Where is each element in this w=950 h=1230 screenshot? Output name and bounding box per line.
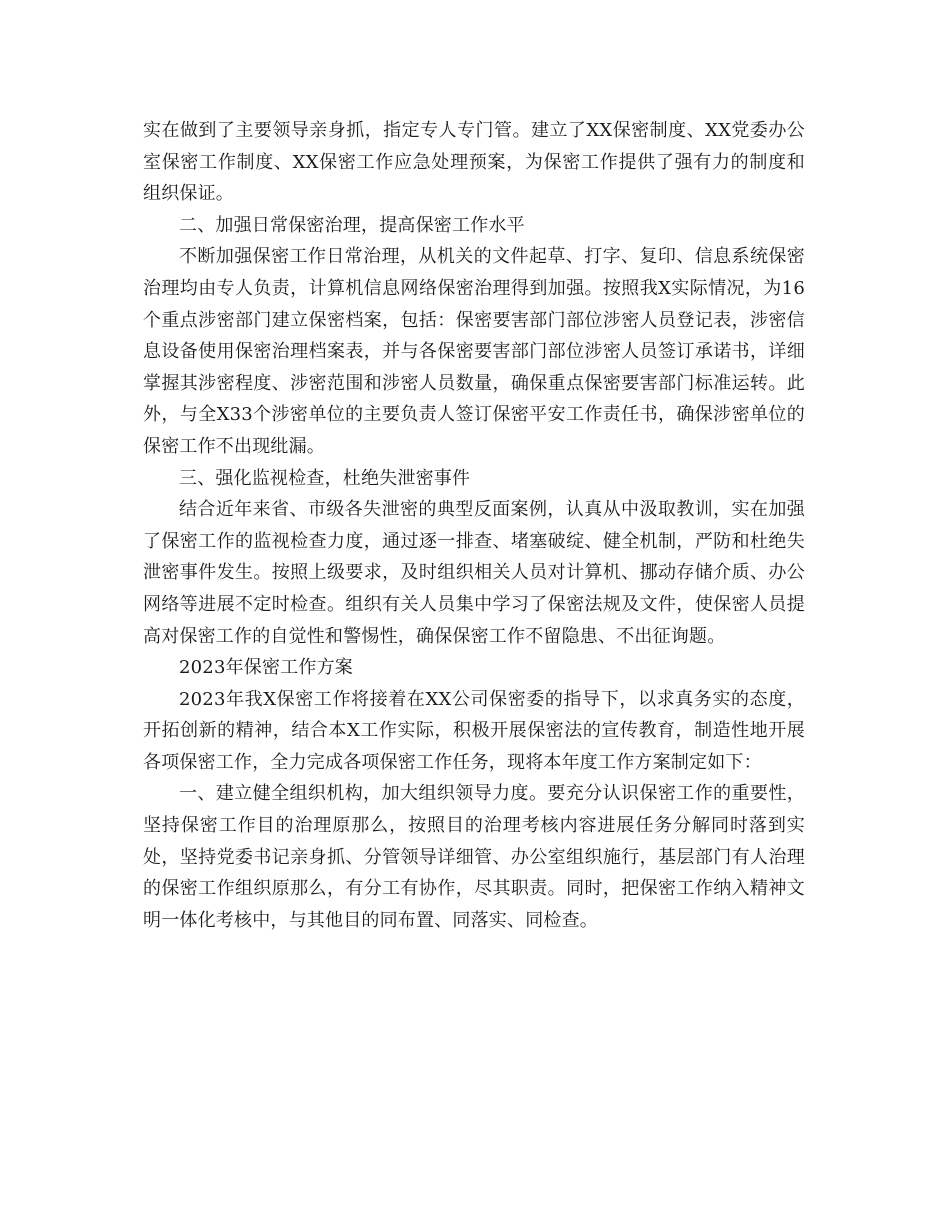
paragraph-daily-management: 不断加强保密工作日常治理，从机关的文件起草、打字、复印、信息系统保密治理均由专人负责，计算机信息网络保密治理得到加强。按照我X实际情况，为16个重点涉密部门建立保密档案，包括：保密要害部门部位涉密人员登记表，涉密信息设备使用保密治理档案表，并与各保密要害部门部位涉密人员签订承诺书，详细掌握其涉密程度、涉密范围和涉密人员数量，确保重点保密要害部门标准运转。此外，与全X33个涉密单位的主要负责人签订保密平安工作责任书，确保涉密单位的保密工作不出现纰漏。 bbox=[143, 246, 805, 457]
paragraph-plan-intro: 2023年我X保密工作将接着在XX公司保密委的指导下，以求真务实的态度，开拓创新的精神，结合本X工作实际，积极开展保密法的宣传教育，制造性地开展各项保密工作，全力完成各项保密工作任务，现将本年度工作方案制定如下： bbox=[143, 688, 805, 773]
section-heading-two: 二、加强日常保密治理，提高保密工作水平 bbox=[179, 214, 525, 236]
paragraph-intro-continuation: 实在做到了主要领导亲身抓，指定专人专门管。建立了XX保密制度、XX党委办公室保密工作制度、XX保密工作应急处理预案，为保密工作提供了强有力的制度和组织保证。 bbox=[143, 120, 805, 205]
document-page bbox=[143, 115, 805, 936]
plan-title: 2023年保密工作方案 bbox=[179, 657, 354, 679]
paragraph-supervision-inspection: 结合近年来省、市级各失泄密的典型反面案例，认真从中汲取教训，实在加强了保密工作的监视检查力度，通过逐一排查、堵塞破绽、健全机制，严防和杜绝失泄密事件发生。按照上级要求，及时组织相关人员对计算机、挪动存储介质、办公网络等进展不定时检查。组织有关人员集中学习了保密法规及文件，使保密人员提高对保密工作的自觉性和警惕性，确保保密工作不留隐患、不出征询题。 bbox=[143, 499, 805, 647]
paragraph-plan-item-one: 一、建立健全组织机构，加大组织领导力度。要充分认识保密工作的重要性，坚持保密工作目的治理原那么，按照目的治理考核内容进展任务分解同时落到实处，坚持党委书记亲身抓、分管领导详细管、办公室组织施行，基层部门有人治理的保密工作组织原那么，有分工有协作，尽其职责。同时，把保密工作纳入精神文明一体化考核中，与其他目的同布置、同落实、同检查。 bbox=[143, 783, 805, 931]
section-heading-three: 三、强化监视检查，杜绝失泄密事件 bbox=[179, 467, 471, 489]
